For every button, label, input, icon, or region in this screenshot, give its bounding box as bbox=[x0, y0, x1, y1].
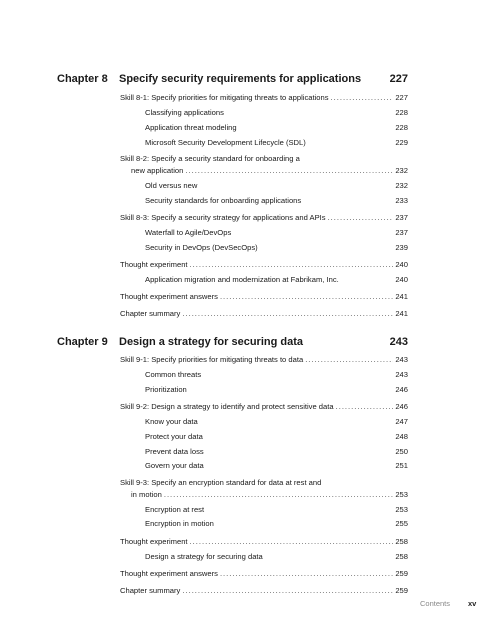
entry-page: 240 bbox=[395, 260, 408, 269]
entry-title: Security in DevOps (DevSecOps) bbox=[145, 243, 258, 252]
entry-title: in motion bbox=[131, 490, 162, 499]
entry-title: Thought experiment bbox=[120, 260, 188, 269]
toc-entry[interactable] bbox=[145, 138, 408, 148]
entry-page: 253 bbox=[395, 505, 408, 514]
entry-title: Design a strategy for securing data bbox=[145, 552, 263, 561]
toc-entry-skill-8-3[interactable] bbox=[120, 213, 408, 223]
entry-page: 241 bbox=[395, 309, 408, 318]
entry-page: 250 bbox=[395, 447, 408, 456]
dot-leader bbox=[220, 569, 393, 579]
toc-entry-thought-experiment-answers[interactable] bbox=[120, 569, 408, 579]
dot-leader bbox=[185, 166, 393, 176]
toc-entry-skill-9-3[interactable] bbox=[131, 490, 408, 500]
toc-entry-skill-8-2[interactable] bbox=[131, 166, 408, 176]
entry-title: Encryption at rest bbox=[145, 505, 205, 514]
entry-page: 233 bbox=[395, 196, 408, 205]
toc-entry-skill-9-1[interactable] bbox=[120, 355, 408, 365]
entry-title: Protect your data bbox=[145, 432, 203, 441]
entry-page: 232 bbox=[395, 181, 408, 190]
toc-entry[interactable] bbox=[145, 552, 408, 562]
toc-entry[interactable] bbox=[145, 505, 408, 515]
entry-title: Thought experiment answers bbox=[120, 292, 218, 301]
entry-title: Microsoft Security Development Lifecycle (SDL) bbox=[145, 138, 306, 147]
toc-entry[interactable] bbox=[145, 275, 408, 285]
toc-entry[interactable] bbox=[145, 519, 408, 529]
toc-entry[interactable] bbox=[145, 196, 408, 206]
entry-page: 229 bbox=[395, 138, 408, 147]
footer-page-number: xv bbox=[468, 599, 477, 608]
dot-leader bbox=[336, 402, 394, 412]
toc-entry[interactable] bbox=[145, 181, 408, 191]
entry-title: Skill 9-1: Specify priorities for mitigating threats to data bbox=[120, 355, 304, 364]
chapter-number: Chapter 8 bbox=[57, 73, 108, 85]
entry-page: 259 bbox=[395, 569, 408, 578]
entry-page: 246 bbox=[395, 385, 408, 394]
toc-entry[interactable] bbox=[145, 228, 408, 238]
toc-entry[interactable] bbox=[145, 461, 408, 471]
toc-entry-thought-experiment-answers[interactable] bbox=[120, 292, 408, 302]
chapter-title: Specify security requirements for applications bbox=[119, 73, 362, 85]
entry-page: 255 bbox=[395, 519, 408, 528]
entry-page: 248 bbox=[395, 432, 408, 441]
entry-title: Skill 8-1: Specify priorities for mitigating threats to applications bbox=[120, 93, 329, 102]
entry-title: Encryption in motion bbox=[145, 519, 214, 528]
entry-title: Know your data bbox=[145, 417, 198, 426]
toc-entry-thought-experiment[interactable] bbox=[120, 260, 408, 270]
toc-entry-skill-9-2[interactable] bbox=[120, 402, 408, 412]
dot-leader bbox=[164, 490, 394, 500]
toc-entry[interactable] bbox=[145, 447, 408, 457]
entry-page: 240 bbox=[395, 275, 408, 284]
entry-page: 227 bbox=[395, 93, 408, 102]
dot-leader bbox=[220, 292, 393, 302]
toc-entry-thought-experiment[interactable] bbox=[120, 537, 408, 547]
toc-entry-chapter-summary[interactable] bbox=[120, 309, 408, 319]
entry-title: new application bbox=[131, 166, 184, 175]
chapter-title: Design a strategy for securing data bbox=[119, 336, 303, 348]
entry-title: Prioritization bbox=[145, 385, 187, 394]
dot-leader bbox=[190, 537, 394, 547]
entry-page: 232 bbox=[395, 166, 408, 175]
entry-page: 228 bbox=[395, 108, 408, 117]
entry-title: Security standards for onboarding applications bbox=[145, 196, 302, 205]
toc-entry[interactable] bbox=[145, 385, 408, 395]
entry-page: 253 bbox=[395, 490, 408, 499]
dot-leader bbox=[182, 309, 393, 319]
entry-title: Thought experiment bbox=[120, 537, 188, 546]
entry-page: 243 bbox=[395, 355, 408, 364]
toc-entry[interactable] bbox=[145, 417, 408, 427]
entry-title: Govern your data bbox=[145, 461, 204, 470]
entry-page: 246 bbox=[395, 402, 408, 411]
entry-page: 258 bbox=[395, 552, 408, 561]
chapter-9-heading[interactable] bbox=[0, 336, 500, 352]
toc-entry[interactable] bbox=[145, 108, 408, 118]
entry-title: Classifying applications bbox=[145, 108, 224, 117]
chapter-8-heading[interactable] bbox=[0, 73, 500, 89]
entry-page: 241 bbox=[395, 292, 408, 301]
entry-title: Waterfall to Agile/DevOps bbox=[145, 228, 232, 237]
entry-title: Thought experiment answers bbox=[120, 569, 218, 578]
entry-page: 237 bbox=[395, 213, 408, 222]
entry-page: 243 bbox=[395, 370, 408, 379]
entry-page: 259 bbox=[395, 586, 408, 595]
toc-entry-skill-9-3-line1[interactable]: Skill 9-3: Specify an encryption standard for data at rest and bbox=[120, 478, 322, 487]
toc-entry[interactable] bbox=[145, 432, 408, 442]
dot-leader bbox=[190, 260, 394, 270]
toc-entry-chapter-summary[interactable] bbox=[120, 586, 408, 596]
entry-page: 228 bbox=[395, 123, 408, 132]
entry-page: 237 bbox=[395, 228, 408, 237]
dot-leader bbox=[331, 93, 394, 103]
toc-entry-skill-8-1[interactable] bbox=[120, 93, 408, 103]
entry-page: 239 bbox=[395, 243, 408, 252]
entry-title: Common threats bbox=[145, 370, 202, 379]
toc-entry[interactable] bbox=[145, 123, 408, 133]
entry-title: Application migration and modernization at Fabrikam, Inc. bbox=[145, 275, 339, 284]
toc-entry[interactable] bbox=[145, 243, 408, 253]
toc-entry[interactable] bbox=[145, 370, 408, 380]
entry-title: Old versus new bbox=[145, 181, 198, 190]
dot-leader bbox=[182, 586, 393, 596]
chapter-page: 227 bbox=[389, 73, 408, 85]
entry-page: 251 bbox=[395, 461, 408, 470]
entry-title: Prevent data loss bbox=[145, 447, 204, 456]
entry-page: 247 bbox=[395, 417, 408, 426]
entry-title: Chapter summary bbox=[120, 309, 181, 318]
entry-title: Chapter summary bbox=[120, 586, 181, 595]
entry-title: Application threat modeling bbox=[145, 123, 237, 132]
entry-title: Skill 8-3: Specify a security strategy for applications and APIs bbox=[120, 213, 326, 222]
entry-title: Skill 9-2: Design a strategy to identify and protect sensitive data bbox=[120, 402, 334, 411]
dot-leader bbox=[328, 213, 394, 223]
chapter-number: Chapter 9 bbox=[57, 336, 108, 348]
toc-entry-skill-8-2-line1[interactable]: Skill 8-2: Specify a security standard for onboarding a bbox=[120, 154, 300, 163]
entry-page: 258 bbox=[395, 537, 408, 546]
footer-section-label: Contents bbox=[420, 599, 451, 608]
chapter-page: 243 bbox=[389, 336, 408, 348]
dot-leader bbox=[305, 355, 393, 365]
